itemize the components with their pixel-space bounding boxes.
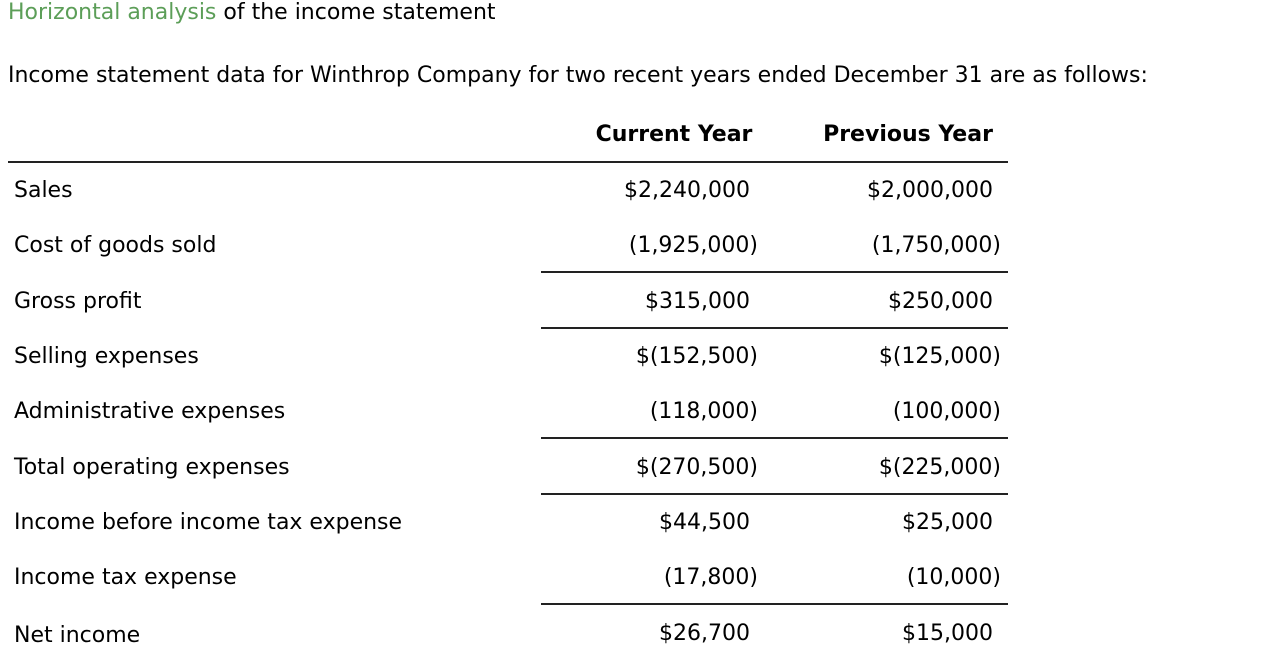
subtotal-rule-previous	[775, 603, 1008, 605]
current-year-value: $315,000	[645, 289, 750, 314]
table-row-administrative-expenses	[0, 392, 1276, 432]
current-year-value: (118,000)	[649, 399, 758, 424]
previous-year-value: $2,000,000	[867, 178, 993, 203]
previous-year-value: (100,000)	[892, 399, 1001, 424]
current-year-value: (1,925,000)	[628, 233, 758, 258]
table-row-net-income	[0, 614, 1276, 654]
page-title	[8, 0, 496, 26]
table-row-cost-of-goods-sold	[0, 226, 1276, 266]
row-label: Income before income tax expense	[14, 510, 403, 535]
row-label: Income tax expense	[14, 565, 237, 590]
current-year-value: $44,500	[659, 510, 750, 535]
previous-year-value: $(125,000)	[878, 344, 1001, 369]
row-label: Net income	[14, 623, 141, 648]
subtotal-rule-current	[541, 327, 775, 329]
horizontal-analysis-link[interactable]: Horizontal analysis	[8, 0, 217, 25]
row-label: Selling expenses	[14, 344, 199, 369]
previous-year-value: (10,000)	[906, 565, 1001, 590]
previous-year-value: $25,000	[902, 510, 993, 535]
subtotal-rule-previous	[775, 437, 1008, 439]
row-label: Sales	[14, 178, 73, 203]
current-year-value: $(270,500)	[635, 455, 758, 480]
current-year-value: $26,700	[659, 621, 750, 646]
subtotal-rule-previous	[775, 327, 1008, 329]
subtotal-rule-current	[541, 437, 775, 439]
current-year-value: (17,800)	[663, 565, 758, 590]
subtotal-rule-current	[541, 271, 775, 273]
table-row-income-tax-expense	[0, 558, 1276, 598]
intro-text: Income statement data for Winthrop Company for two recent years ended December 31 are as follows:	[8, 63, 1148, 88]
row-label: Cost of goods sold	[14, 233, 217, 258]
subtotal-rule-current	[541, 493, 775, 495]
row-label: Total operating expenses	[14, 455, 290, 480]
header-divider	[8, 161, 1008, 163]
table-row-total-operating-expenses	[0, 448, 1276, 488]
header-current-year: Current Year	[595, 122, 753, 147]
title-rest-text: of the income statement	[216, 0, 496, 25]
previous-year-value: $(225,000)	[878, 455, 1001, 480]
previous-year-value: (1,750,000)	[871, 233, 1001, 258]
row-label: Gross profit	[14, 289, 142, 314]
table-row-sales	[0, 171, 1276, 211]
current-year-value: $2,240,000	[624, 178, 750, 203]
header-previous-year: Previous Year	[823, 122, 993, 147]
current-year-value: $(152,500)	[635, 344, 758, 369]
subtotal-rule-current	[541, 603, 775, 605]
table-row-gross-profit	[0, 282, 1276, 322]
table-row-income-before-tax	[0, 503, 1276, 543]
previous-year-value: $250,000	[888, 289, 993, 314]
subtotal-rule-previous	[775, 493, 1008, 495]
subtotal-rule-previous	[775, 271, 1008, 273]
previous-year-value: $15,000	[902, 621, 993, 646]
row-label: Administrative expenses	[14, 399, 286, 424]
table-row-selling-expenses	[0, 337, 1276, 377]
